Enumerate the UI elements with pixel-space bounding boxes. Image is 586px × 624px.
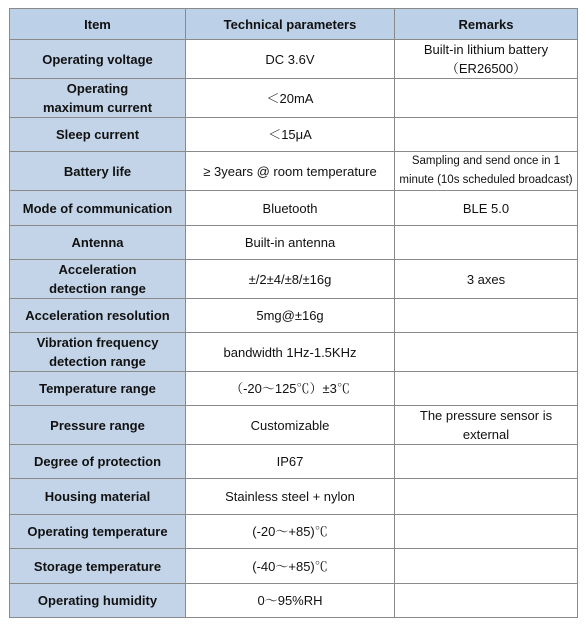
table-row: [10, 260, 578, 299]
table-body: [10, 40, 578, 618]
row-item-label: Vibration frequency detection range: [10, 333, 186, 372]
spec-table-container: [9, 8, 578, 618]
table-header-row: [10, 9, 578, 40]
row-remark: Built-in lithium battery （ER26500）: [395, 40, 578, 79]
header-item: Item: [10, 9, 186, 40]
row-technical-parameter: Built-in antenna: [186, 226, 395, 260]
row-technical-parameter: Stainless steel + nylon: [186, 479, 395, 515]
table-row: [10, 40, 578, 79]
row-item-label: Storage temperature: [10, 549, 186, 584]
row-remark: BLE 5.0: [395, 191, 578, 226]
row-remark: [395, 333, 578, 372]
row-technical-parameter: IP67: [186, 445, 395, 479]
row-item-label: Temperature range: [10, 372, 186, 406]
row-technical-parameter: bandwidth 1Hz-1.5KHz: [186, 333, 395, 372]
row-technical-parameter: 0～95%RH: [186, 584, 395, 618]
row-item-label: Operating temperature: [10, 515, 186, 549]
row-remark: [395, 584, 578, 618]
row-item-label: Antenna: [10, 226, 186, 260]
row-technical-parameter: (-20～+85)℃: [186, 515, 395, 549]
row-remark: [395, 479, 578, 515]
row-item-label: Operating maximum current: [10, 79, 186, 118]
table-row: [10, 584, 578, 618]
row-technical-parameter: ≥ 3years @ room temperature: [186, 152, 395, 191]
table-row: [10, 118, 578, 152]
row-item-label: Acceleration detection range: [10, 260, 186, 299]
row-remark: [395, 118, 578, 152]
row-remark: The pressure sensor is external: [395, 406, 578, 445]
table-row: [10, 515, 578, 549]
table-row: [10, 445, 578, 479]
row-item-label: Degree of protection: [10, 445, 186, 479]
row-technical-parameter: Bluetooth: [186, 191, 395, 226]
row-remark: Sampling and send once in 1 minute (10s scheduled broadcast): [395, 152, 578, 191]
table-row: [10, 372, 578, 406]
row-item-label: Acceleration resolution: [10, 299, 186, 333]
row-remark: [395, 299, 578, 333]
row-remark: [395, 549, 578, 584]
row-technical-parameter: Customizable: [186, 406, 395, 445]
row-remark: [395, 79, 578, 118]
table-row: [10, 299, 578, 333]
row-technical-parameter: （-20～125℃）±3℃: [186, 372, 395, 406]
table-row: [10, 406, 578, 445]
table-row: [10, 79, 578, 118]
row-item-label: Operating voltage: [10, 40, 186, 79]
table-row: [10, 226, 578, 260]
row-remark: [395, 226, 578, 260]
table-row: [10, 479, 578, 515]
row-remark: [395, 372, 578, 406]
row-item-label: Battery life: [10, 152, 186, 191]
row-item-label: Operating humidity: [10, 584, 186, 618]
row-technical-parameter: DC 3.6V: [186, 40, 395, 79]
header-technical-parameters: Technical parameters: [186, 9, 395, 40]
table-row: [10, 191, 578, 226]
row-remark: [395, 515, 578, 549]
row-remark: [395, 445, 578, 479]
row-technical-parameter: (-40～+85)℃: [186, 549, 395, 584]
row-technical-parameter: ＜20mA: [186, 79, 395, 118]
header-remarks: Remarks: [395, 9, 578, 40]
row-item-label: Mode of communication: [10, 191, 186, 226]
row-remark: 3 axes: [395, 260, 578, 299]
table-row: [10, 152, 578, 191]
table-row: [10, 333, 578, 372]
row-item-label: Housing material: [10, 479, 186, 515]
table-row: [10, 549, 578, 584]
row-item-label: Pressure range: [10, 406, 186, 445]
row-technical-parameter: ±/2±4/±8/±16g: [186, 260, 395, 299]
spec-table: [9, 8, 578, 618]
row-technical-parameter: 5mg@±16g: [186, 299, 395, 333]
row-technical-parameter: ＜15μA: [186, 118, 395, 152]
row-item-label: Sleep current: [10, 118, 186, 152]
